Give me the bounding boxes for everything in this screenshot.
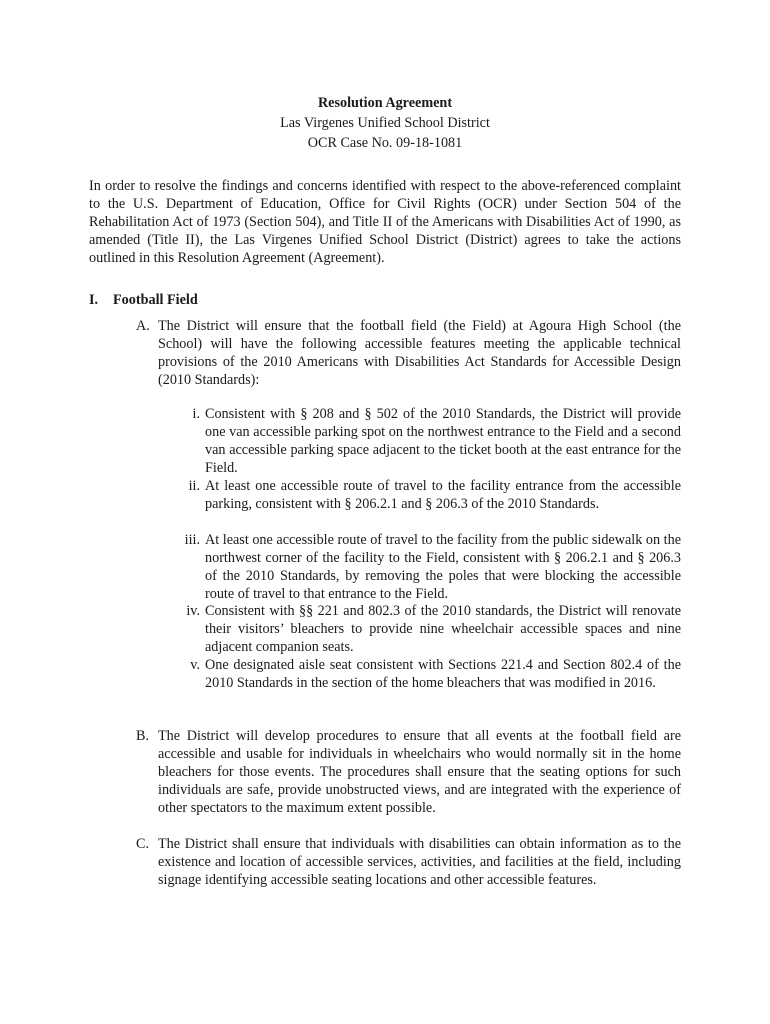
list-item-marker: C. [136,836,150,852]
list-item-text: The District shall ensure that individuals with disabilities can obtain information as to the existence and location of accessible services, activities, and facilities at the field, including signage identifying accessible seating locations and other accessible features. [158,836,681,888]
section-number: I. [89,292,99,308]
sub-item-marker: i. [192,406,200,422]
intro-paragraph: In order to resolve the findings and concerns identified with respect to the above-referenced complaint to the U.S. Department of Education, Office for Civil Rights (OCR) under Section 504 of the Rehabilitation Act of 1973 (Section 504), and Title II of the Americans with Disabilities Act of 1990, as amended (Title II), the Las Virgenes Unified School District (District) agrees to take the actions outlined in this Resolution Agreement (Agreement). [89,178,681,266]
sub-item-text: Consistent with §§ 221 and 802.3 of the 2010 standards, the District will renovate their visitors’ bleachers to provide nine wheelchair accessible spaces and nine adjacent companion seats. [205,603,681,655]
section-title: Football Field [113,292,198,308]
list-item-marker: B. [136,728,150,744]
list-item-c [136,835,681,889]
sub-item-iii [168,531,681,603]
list-item-text: The District will develop procedures to ensure that all events at the football field are accessible and usable for individuals in wheelchairs who would normally sit in the home bleachers for those events. The procedures shall ensure that the seating options for such individuals are safe, provide unobstructed views, and are integrated with the experience of other spectators to the maximum extent possible. [158,728,681,816]
sub-item-marker: ii. [188,478,200,494]
case-number: OCR Case No. 09-18-1081 [307,135,463,151]
sub-item-i [168,405,681,477]
sub-item-marker: v. [190,657,200,673]
list-item-text: The District will ensure that the football field (the Field) at Agoura High School (the School) will have the following accessible features meeting the applicable technical provisions of the 2010 Americans with Disabilities Act Standards for Accessible Design (2010 Standards): [158,318,681,388]
sub-item-ii [168,477,681,513]
sub-item-marker: iii. [184,532,200,548]
document-header [0,93,770,153]
sub-item-text: One designated aisle seat consistent with Sections 221.4 and Section 802.4 of the 2010 Standards in the section of the home bleachers that was modified in 2016. [205,657,681,691]
list-item-a [136,317,681,389]
section-heading [89,291,198,309]
list-item-b [136,727,681,817]
sub-item-v [168,656,681,692]
sub-item-marker: iv. [186,603,200,619]
sub-item-text: At least one accessible route of travel to the facility from the public sidewalk on the northwest corner of the facility to the Field, consistent with § 206.2.1 and § 206.3 of the 2010 Standards, by removing the poles that were blocking the accessible route of travel to that entrance to the Field. [205,532,681,602]
sub-item-iv [168,602,681,656]
sub-item-text: At least one accessible route of travel to the facility entrance from the accessible parking, consistent with § 206.2.1 and § 206.3 of the 2010 Standards. [205,478,681,512]
list-item-marker: A. [136,318,150,334]
document-title: Resolution Agreement [317,95,453,111]
district-name: Las Virgenes Unified School District [280,115,490,131]
sub-item-text: Consistent with § 208 and § 502 of the 2010 Standards, the District will provide one van accessible parking spot on the northwest entrance to the Field and a second van accessible parking space adjacent to the ticket booth at the east entrance for the Field. [205,406,681,476]
